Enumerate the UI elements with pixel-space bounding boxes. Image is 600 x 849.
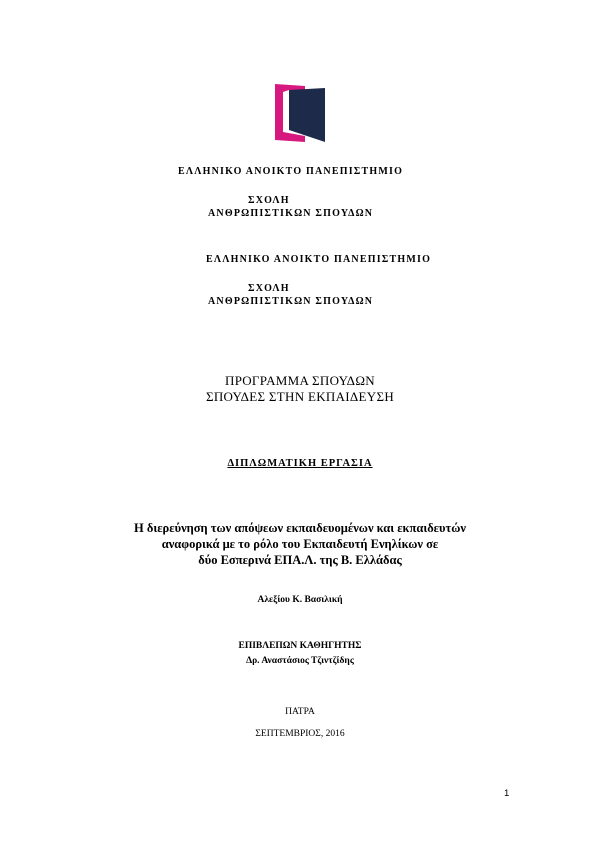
author-name: Αλεξίου Κ. Βασιλική: [257, 595, 343, 605]
school-name-1: ΑΝΘΡΩΠΙΣΤΙΚΩΝ ΣΠΟΥΔΩΝ: [208, 208, 374, 219]
school-label-2: ΣΧΟΛΗ: [248, 283, 290, 294]
thesis-title-line-1: Η διερεύνηση των απόψεων εκπαιδευομένων και εκπαιδευτών: [134, 521, 466, 535]
thesis-title-line-3: δύο Εσπερινά ΕΠΑ.Λ. της Β. Ελλάδας: [198, 553, 402, 567]
university-logo: [275, 84, 327, 142]
supervisor-label: ΕΠΙΒΛΕΠΩΝ ΚΑΘΗΓΗΤΗΣ: [238, 641, 362, 651]
program-subtitle: ΣΠΟΥΔΕΣ ΣΤΗΝ ΕΚΠΑΙΔΕΥΣΗ: [205, 389, 395, 404]
thesis-label: ΔΙΠΛΩΜΑΤΙΚΗ ΕΡΓΑΣΙΑ: [227, 458, 373, 469]
date: ΣΕΠΤΕΜΒΡΙΟΣ, 2016: [255, 729, 345, 739]
supervisor-name: Δρ. Αναστάσιος Τζιντζίδης: [246, 656, 354, 666]
university-name-1: ΕΛΛΗΝΙΚΟ ΑΝΟΙΚΤΟ ΠΑΝΕΠΙΣΤΗΜΙΟ: [178, 166, 404, 177]
city: ΠΑΤΡΑ: [285, 707, 315, 717]
university-name-2: ΕΛΛΗΝΙΚΟ ΑΝΟΙΚΤΟ ΠΑΝΕΠΙΣΤΗΜΙΟ: [206, 254, 432, 265]
page-number: 1: [504, 788, 510, 799]
school-name-2: ΑΝΘΡΩΠΙΣΤΙΚΩΝ ΣΠΟΥΔΩΝ: [208, 296, 374, 307]
school-label-1: ΣΧΟΛΗ: [248, 195, 290, 206]
program-title: ΠΡΟΓΡΑΜΜΑ ΣΠΟΥΔΩΝ: [225, 373, 375, 388]
thesis-title-line-2: αναφορικά με το ρόλο του Εκπαιδευτή Ενηλίκων σε: [161, 537, 439, 551]
